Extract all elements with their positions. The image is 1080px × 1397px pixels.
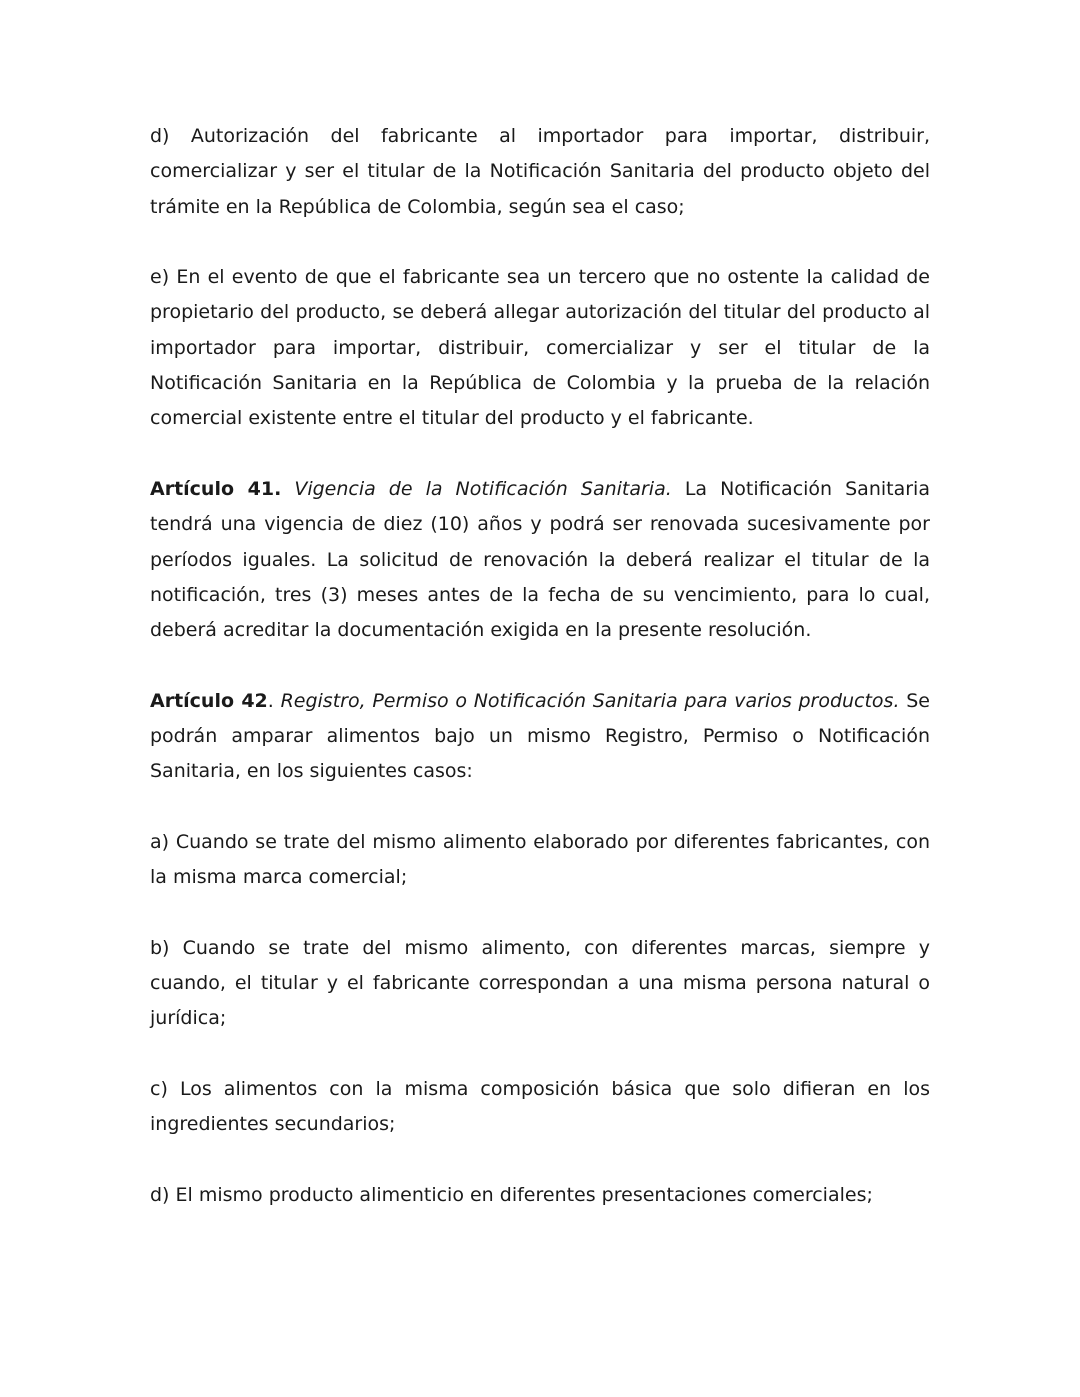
- article-42-item-a: a) Cuando se trate del mismo alimento elaborado por diferentes fabricantes, con la misma marca comercial;: [150, 830, 930, 889]
- article-42-body: Se podrán amparar alimentos bajo un mismo Registro, Permiso o Notificación Sanitaria, en los siguientes casos:: [150, 689, 930, 783]
- paragraph-e-evento: e) En el evento de que el fabricante sea un tercero que no ostente la calidad de propietario del producto, se deberá allegar autorización del titular del producto al importador para importar, distribuir, comercializar y ser el titular de la Notificación Sanitaria en la República de Colombia y la prueba de la relación comercial existente entre el titular del producto y el fabricante.: [150, 266, 930, 430]
- article-42-item-b: b) Cuando se trate del mismo alimento, con diferentes marcas, siempre y cuando, el titular y el fabricante correspondan a una misma persona natural o jurídica;: [150, 936, 930, 1030]
- article-42-title: Registro, Permiso o Notificación Sanitaria para varios productos.: [280, 689, 900, 712]
- article-42-label: Artículo 42: [150, 689, 268, 712]
- article-42-item-c: c) Los alimentos con la misma composición básica que solo difieran en los ingredientes secundarios;: [150, 1078, 930, 1136]
- document-page: [150, 119, 930, 1249]
- article-42-separator: .: [267, 689, 274, 712]
- paragraph-d-autorizacion: d) Autorización del fabricante al importador para importar, distribuir, comercializar y ser el titular de la Notificación Sanitaria del producto objeto del trámite en la República de Colombia, según sea el caso;: [150, 125, 930, 218]
- article-42: [150, 684, 930, 790]
- article-41: [150, 472, 930, 648]
- article-42-item-d: d) El mismo producto alimenticio en diferentes presentaciones comerciales;: [150, 1183, 873, 1206]
- article-41-title: Vigencia de la Notificación Sanitaria.: [294, 477, 672, 500]
- article-41-label: Artículo 41.: [150, 477, 282, 500]
- article-41-body: La Notificación Sanitaria tendrá una vigencia de diez (10) años y podrá ser renovada sucesivamente por períodos iguales. La solicitud de renovación la deberá realizar el titular de la notificación, tres (3) meses antes de la fecha de su vencimiento, para lo cual, deberá acreditar la documentación exigida en la presente resolución.: [150, 477, 930, 642]
